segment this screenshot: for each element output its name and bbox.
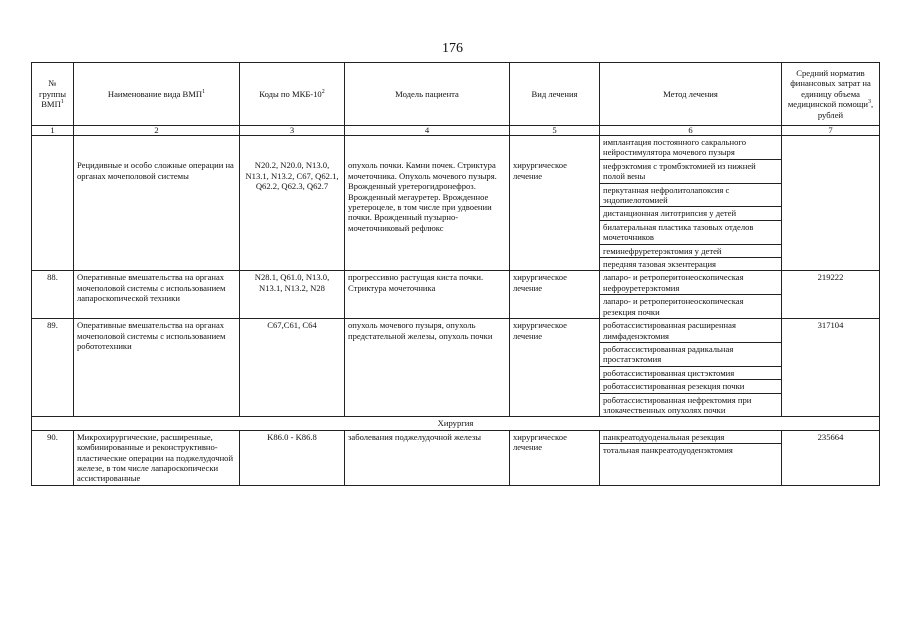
- cell-name: Оперативные вмешательства на органах мочеполовой системы с использованием робототехники: [74, 319, 240, 417]
- cell-group: 89.: [32, 319, 74, 417]
- cell-methods: [600, 159, 782, 271]
- cell-name: Оперативные вмешательства на органах мочеполовой системы с использованием лапароскопической техники: [74, 271, 240, 319]
- column-index: 2: [74, 126, 240, 136]
- table-row: [32, 136, 880, 160]
- section-row: [32, 417, 880, 430]
- method-item: лапаро- и ретроперитонеоскопическая резекция почки: [603, 296, 744, 317]
- header-codes: Коды по МКБ-$10^2$: [240, 63, 345, 126]
- method-item: геминефруретерэктомия у детей: [600, 245, 781, 258]
- method-item: передняя тазовая экзентерация: [603, 259, 717, 270]
- header-treatment: Вид лечения: [510, 63, 600, 126]
- method-item: перкутанная нефролитолапоксия с эндопиелотомией: [600, 184, 781, 208]
- cell-codes: C67,C61, C64: [240, 319, 345, 417]
- cell-methods: [600, 271, 782, 319]
- cell-methods: [600, 136, 782, 160]
- method-item: имплантация постоянного сакрального нейростимулятора мочевого пузыря: [603, 137, 747, 158]
- header-model: Модель пациента: [345, 63, 510, 126]
- cell-group: [32, 136, 74, 271]
- header-name: Наименование вида ВМП$^1$: [74, 63, 240, 126]
- cell-model: [345, 136, 510, 160]
- method-item: роботассистированная нефректомия при злокачественных опухолях почки: [603, 394, 752, 415]
- column-index: 5: [510, 126, 600, 136]
- cell-cost: 235664: [782, 430, 880, 485]
- cell-model: заболевания поджелудочной железы: [345, 430, 510, 485]
- method-item: нефрэктомия с тромбэктомией из нижней полой вены: [600, 160, 781, 184]
- header-row: [32, 63, 880, 126]
- cell-model: опухоль мочевого пузыря, опухоль предстательной железы, опухоль почки: [345, 319, 510, 417]
- method-item: роботассистированная цистэктомия: [600, 367, 781, 380]
- table-row: [32, 430, 880, 485]
- cell-cost: 317104: [782, 319, 880, 417]
- header-cost: Средний норматив финансовых затрат на единицу объема медицинской помощи$^3$, рублей: [782, 63, 880, 126]
- column-index: 4: [345, 126, 510, 136]
- cell-name: Микрохирургические, расширенные, комбинированные и реконструктивно-пластические операции на поджелудочной железе, в том числе лапароскопически ассистированные: [74, 430, 240, 485]
- cell-methods: [600, 319, 782, 417]
- method-item: роботассистированная радикальная простатэктомия: [600, 343, 781, 367]
- table-row: [32, 319, 880, 417]
- cell-group: 88.: [32, 271, 74, 319]
- vmp-table: [31, 62, 880, 486]
- cell-codes: N20.2, N20.0, N13.0, N13.1, N13.2, C67, Q62.1, Q62.2, Q62.3, Q62.7: [240, 159, 345, 271]
- method-item: роботассистированная расширенная лимфаденэктомия: [600, 319, 781, 343]
- method-item: роботассистированная резекция почки: [600, 380, 781, 393]
- cell-group: 90.: [32, 430, 74, 485]
- table-row: [32, 159, 880, 271]
- cell-codes: K86.0 - K86.8: [240, 430, 345, 485]
- column-index: 1: [32, 126, 74, 136]
- page-number: 176: [442, 41, 463, 56]
- header-group: № группы ВМП$^1$: [32, 63, 74, 126]
- cell-methods: [600, 430, 782, 485]
- cell-cost: 219222: [782, 271, 880, 319]
- method-item: лапаро- и ретроперитонеоскопическая нефроуретерэктомия: [600, 271, 781, 295]
- section-title: Хирургия: [32, 417, 880, 430]
- cell-treatment: хирургическое лечение: [510, 159, 600, 271]
- cell-name: [74, 136, 240, 160]
- method-item: тотальная панкреатодуоденэктомия: [603, 445, 733, 456]
- column-index: 7: [782, 126, 880, 136]
- column-index: 3: [240, 126, 345, 136]
- cell-treatment: хирургическое лечение: [510, 271, 600, 319]
- table-row: [32, 271, 880, 319]
- header-method: Метод лечения: [600, 63, 782, 126]
- method-item: панкреатодуоденальная резекция: [600, 431, 781, 444]
- cell-treatment: хирургическое лечение: [510, 430, 600, 485]
- column-index: 6: [600, 126, 782, 136]
- cell-treatment: хирургическое лечение: [510, 319, 600, 417]
- cell-treatment: [510, 136, 600, 160]
- cell-codes: [240, 136, 345, 160]
- method-item: дистанционная литотрипсия у детей: [600, 207, 781, 220]
- cell-codes: N28.1, Q61.0, N13.0, N13.1, N13.2, N28: [240, 271, 345, 319]
- cell-model: опухоль почки. Камни почек. Стриктура мочеточника. Опухоль мочевого пузыря. Врожденный уретерогидронефроз. Врожденный мегауретер. Врожденное уретероцеле, в том числе при удвоении почки. Врожденный пузырно-мочеточниковый рефлюкс: [345, 159, 510, 271]
- column-index-row: [32, 126, 880, 136]
- cell-name: Рецидивные и особо сложные операции на органах мочеполовой системы: [74, 159, 240, 271]
- cell-model: прогрессивно растущая киста почки. Стриктура мочеточника: [345, 271, 510, 319]
- method-item: билатеральная пластика тазовых отделов мочеточников: [600, 221, 781, 245]
- cell-cost: [782, 136, 880, 271]
